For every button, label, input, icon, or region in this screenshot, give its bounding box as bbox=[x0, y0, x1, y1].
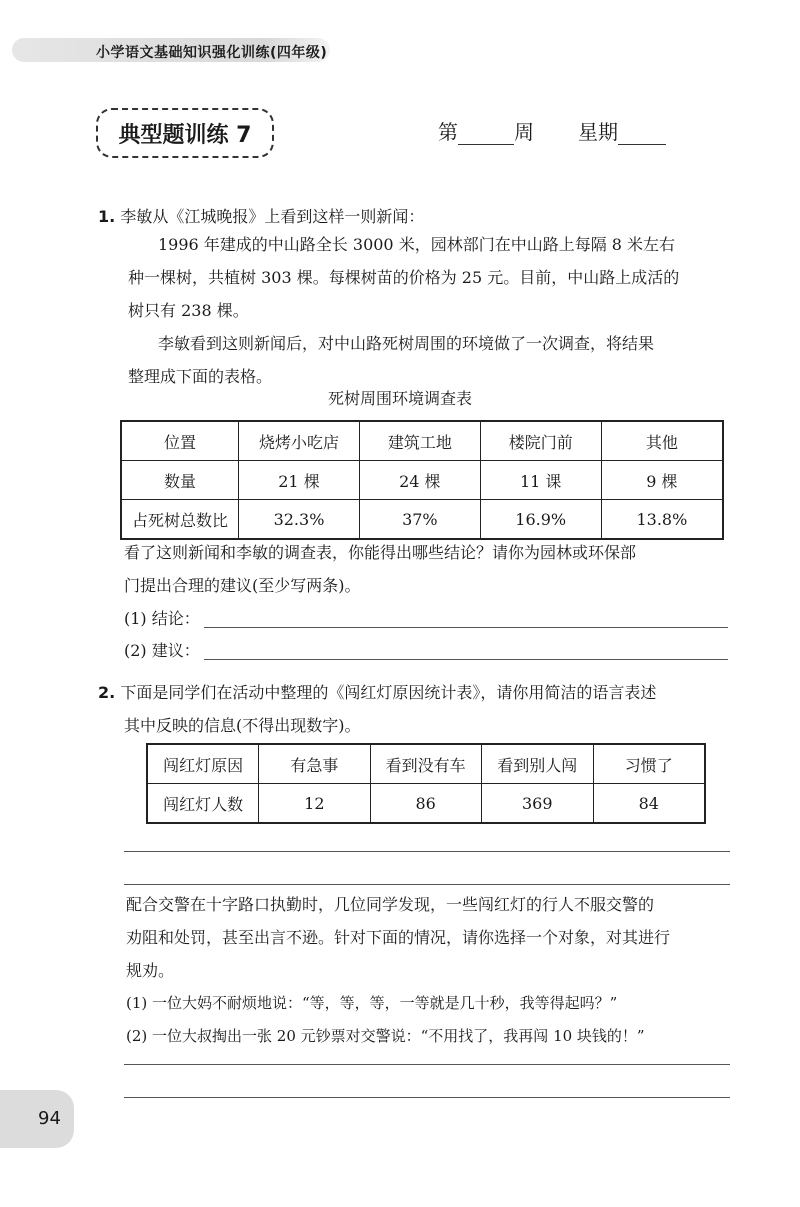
news-line-3: 树只有 238 棵。 bbox=[128, 301, 249, 320]
answer1-label: (1) 结论： bbox=[124, 609, 200, 628]
table-cell: 其他 bbox=[601, 421, 723, 461]
table-cell: 占死树总数比 bbox=[121, 500, 238, 540]
table-cell: 楼院门前 bbox=[480, 421, 601, 461]
q1-news bbox=[128, 228, 768, 393]
table-cell: 看到别人闯 bbox=[481, 744, 593, 784]
q3-item-2: (2) 一位大叔掏出一张 20 元钞票对交警说：“不用找了，我再闯 10 块钱的！” bbox=[126, 1027, 645, 1045]
table-cell: 11 课 bbox=[480, 461, 601, 500]
table-cell: 86 bbox=[370, 784, 481, 824]
q2-number: 2. bbox=[98, 683, 116, 702]
q3-answer-line-1[interactable] bbox=[124, 1064, 730, 1065]
week-day-field bbox=[438, 116, 666, 145]
week-suffix: 周 bbox=[514, 120, 534, 144]
q1-question bbox=[124, 536, 764, 602]
table-cell: 369 bbox=[481, 784, 593, 824]
table-cell: 数量 bbox=[121, 461, 238, 500]
q3-line-1: 配合交警在十字路口执勤时，几位同学发现，一些闯红灯的行人不服交警的 bbox=[126, 895, 655, 914]
q3-text bbox=[126, 888, 776, 1053]
table-cell: 看到没有车 bbox=[370, 744, 481, 784]
survey-line-1: 李敏看到这则新闻后，对中山路死树周围的环境做了一次调查，将结果 bbox=[158, 334, 655, 353]
table-cell: 13.8% bbox=[601, 500, 723, 540]
table-cell: 12 bbox=[259, 784, 370, 824]
table-cell: 烧烤小吃店 bbox=[238, 421, 359, 461]
table-cell: 建筑工地 bbox=[360, 421, 481, 461]
question-line-1: 看了这则新闻和李敏的调查表，你能得出哪些结论？请你为园林或环保部 bbox=[124, 543, 637, 562]
table-cell: 24 棵 bbox=[360, 461, 481, 500]
table-row bbox=[121, 500, 723, 540]
week-blank[interactable] bbox=[458, 122, 514, 145]
page-number-tab bbox=[0, 1090, 74, 1148]
table-cell: 37% bbox=[360, 500, 481, 540]
table-cell: 闯红灯人数 bbox=[147, 784, 259, 824]
q1-intro-text: 李敏从《江城晚报》上看到这样一则新闻： bbox=[120, 207, 425, 226]
q2-text-1: 下面是同学们在活动中整理的《闯红灯原因统计表》，请你用简洁的语言表述 bbox=[120, 683, 657, 702]
table-cell: 21 棵 bbox=[238, 461, 359, 500]
table-row bbox=[121, 421, 723, 461]
page-number: 94 bbox=[38, 1108, 61, 1129]
q2-text bbox=[98, 676, 748, 742]
q2-answer-line-1[interactable] bbox=[124, 851, 730, 852]
section-title: 典型题训练 7 bbox=[96, 108, 274, 158]
q3-line-3: 规劝。 bbox=[126, 961, 175, 980]
q1-number: 1. bbox=[98, 207, 116, 226]
news-line-1: 1996 年建成的中山路全长 3000 米，园林部门在中山路上每隔 8 米左右 bbox=[158, 235, 676, 254]
weekday-label: 星期 bbox=[578, 120, 618, 144]
survey-table bbox=[120, 420, 724, 540]
q1-table-title: 死树周围环境调查表 bbox=[327, 389, 472, 408]
q2-answer-line-2[interactable] bbox=[124, 884, 730, 885]
answer2-label: (2) 建议： bbox=[124, 641, 200, 660]
answer2-line[interactable] bbox=[204, 659, 728, 660]
red-light-table bbox=[146, 743, 706, 824]
table-cell: 16.9% bbox=[480, 500, 601, 540]
answer1-line[interactable] bbox=[204, 627, 728, 628]
table-cell: 闯红灯原因 bbox=[147, 744, 259, 784]
weekday-blank[interactable] bbox=[618, 122, 666, 145]
table-cell: 有急事 bbox=[259, 744, 370, 784]
survey-line-2: 整理成下面的表格。 bbox=[128, 367, 273, 386]
table-cell: 84 bbox=[593, 784, 705, 824]
news-line-2: 种一棵树，共植树 303 棵。每棵树苗的价格为 25 元。目前，中山路上成活的 bbox=[128, 268, 680, 287]
table-cell: 习惯了 bbox=[593, 744, 705, 784]
q2-line-1 bbox=[98, 676, 748, 709]
table-row bbox=[147, 784, 705, 824]
q3-line-2: 劝阻和处罚，甚至出言不逊。针对下面的情况，请你选择一个对象，对其进行 bbox=[126, 928, 671, 947]
table-cell: 位置 bbox=[121, 421, 238, 461]
week-label: 第 bbox=[438, 120, 458, 144]
book-title: 小学语文基础知识强化训练(四年级) bbox=[96, 45, 328, 61]
table-cell: 9 棵 bbox=[601, 461, 723, 500]
table-row bbox=[147, 744, 705, 784]
table-cell: 32.3% bbox=[238, 500, 359, 540]
q3-answer-line-2[interactable] bbox=[124, 1097, 730, 1098]
table-row bbox=[121, 461, 723, 500]
q3-item-1: (1) 一位大妈不耐烦地说：“等，等，等，一等就是几十秒，我等得起吗？” bbox=[126, 994, 618, 1012]
q2-line-2: 其中反映的信息(不得出现数字)。 bbox=[124, 716, 361, 735]
question-line-2: 门提出合理的建议(至少写两条)。 bbox=[124, 576, 361, 595]
